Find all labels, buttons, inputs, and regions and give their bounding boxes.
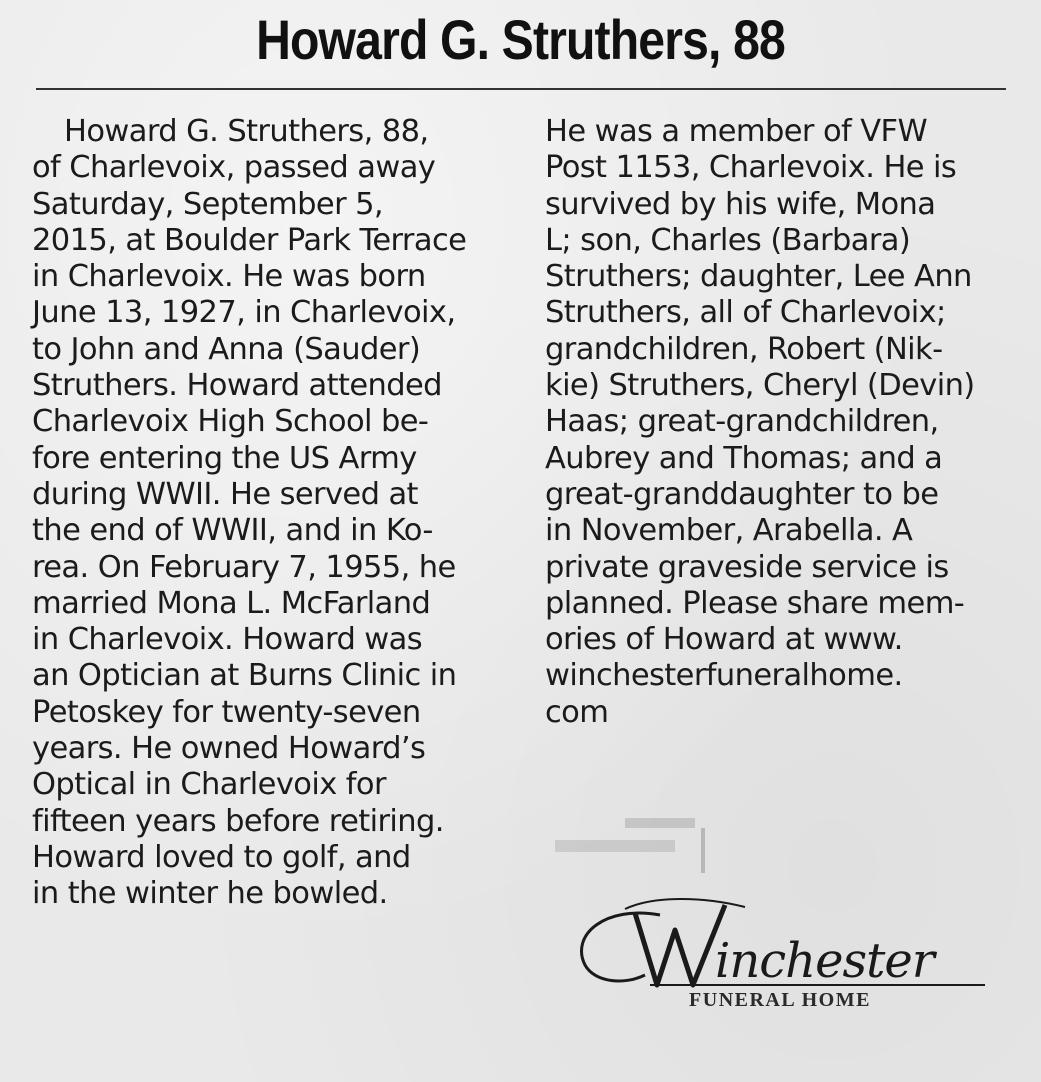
text-line: com [545,694,609,730]
text-line: Optical in Charlevoix for [32,767,386,803]
text-line: Saturday, September 5, [32,186,384,222]
text-line: 2015, at Boulder Park Terrace [32,222,467,258]
text-line: an Optician at Burns Clinic in [32,658,457,694]
text-line: great-granddaughter to be [545,476,939,512]
text-line: Aubrey and Thomas; and a [545,440,943,476]
text-line: private graveside service is [545,549,949,585]
text-line: Struthers; daughter, Lee Ann [545,259,972,295]
text-line: Charlevoix High School be- [32,404,429,440]
logo-subtitle: FUNERAL HOME [689,989,871,1011]
text-line: fore entering the US Army [32,440,417,476]
text-line: of Charlevoix, passed away [32,150,436,186]
text-line: in Charlevoix. He was born [32,259,426,295]
text-line: in the winter he bowled. [32,876,388,912]
left-column [32,114,502,913]
text-line: to John and Anna (Sauder) [32,331,421,367]
text-line: years. He owned Howard’s [32,731,426,767]
right-column [545,114,1015,731]
text-line: June 13, 1927, in Charlevoix, [32,295,456,331]
text-line: He was a member of VFW [545,114,928,149]
text-line: ories of Howard at www. [545,622,903,658]
text-line: the end of WWII, and in Ko- [32,513,433,549]
text-line: grandchildren, Robert (Nik- [545,331,943,367]
text-line: Howard G. Struthers, 88, [64,114,429,149]
text-line: married Mona L. McFarland [32,585,431,621]
funeral-home-logo [565,885,995,1030]
text-line: in November, Arabella. A [545,513,913,549]
text-line: Post 1153, Charlevoix. He is [545,150,957,186]
text-line: during WWII. He served at [32,476,418,512]
text-line: Petoskey for twenty-seven [32,694,421,730]
text-line: in Charlevoix. Howard was [32,622,423,658]
show-through-smudge [535,810,705,880]
text-line: survived by his wife, Mona [545,186,936,222]
obituary-headline: Howard G. Struthers, 88 [256,8,785,71]
text-line: rea. On February 7, 1955, he [32,549,456,585]
text-line: Haas; great-grandchildren, [545,404,939,440]
logo-name-text: inchester [715,933,934,989]
text-line: L; son, Charles (Barbara) [545,222,911,258]
text-line: Struthers, all of Charlevoix; [545,295,946,331]
text-line: Struthers. Howard attended [32,368,442,404]
text-line: planned. Please share mem- [545,585,965,621]
text-line: kie) Struthers, Cheryl (Devin) [545,368,975,404]
text-line: Howard loved to golf, and [32,839,411,875]
headline-rule [36,88,1006,90]
text-line: fifteen years before retiring. [32,803,444,839]
text-line: winchesterfuneralhome. [545,658,903,694]
